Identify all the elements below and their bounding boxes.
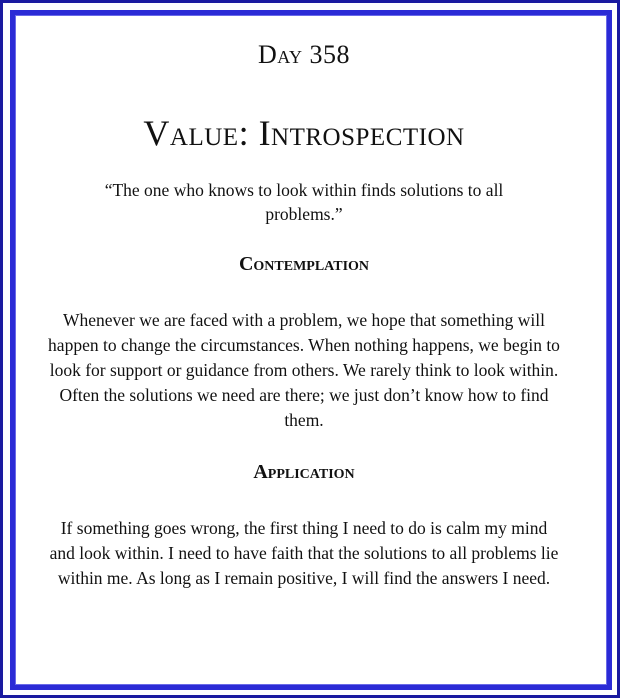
- application-paragraph: If something goes wrong, the first thing I need to do is calm my mind and look within. I need to have faith that the solutions to all problems lie within me. As long as I remain positive, I will find the answers I need.: [49, 518, 559, 588]
- day-number: Day 358: [257, 40, 351, 69]
- contemplation-paragraph: Whenever we are faced with a problem, we hope that something will happen to change the circumstances. When nothing happens, we begin to look for support or guidance from others. We rarely think to look within. Often the solutions we need are there; we just don’t know how to find them.: [48, 310, 560, 430]
- application-heading: Application: [253, 461, 355, 483]
- contemplation-heading: Contemplation: [238, 253, 370, 275]
- quote-text: “The one who knows to look within finds solutions to all problems.”: [104, 180, 504, 224]
- value-title: Value: Introspection: [143, 113, 465, 153]
